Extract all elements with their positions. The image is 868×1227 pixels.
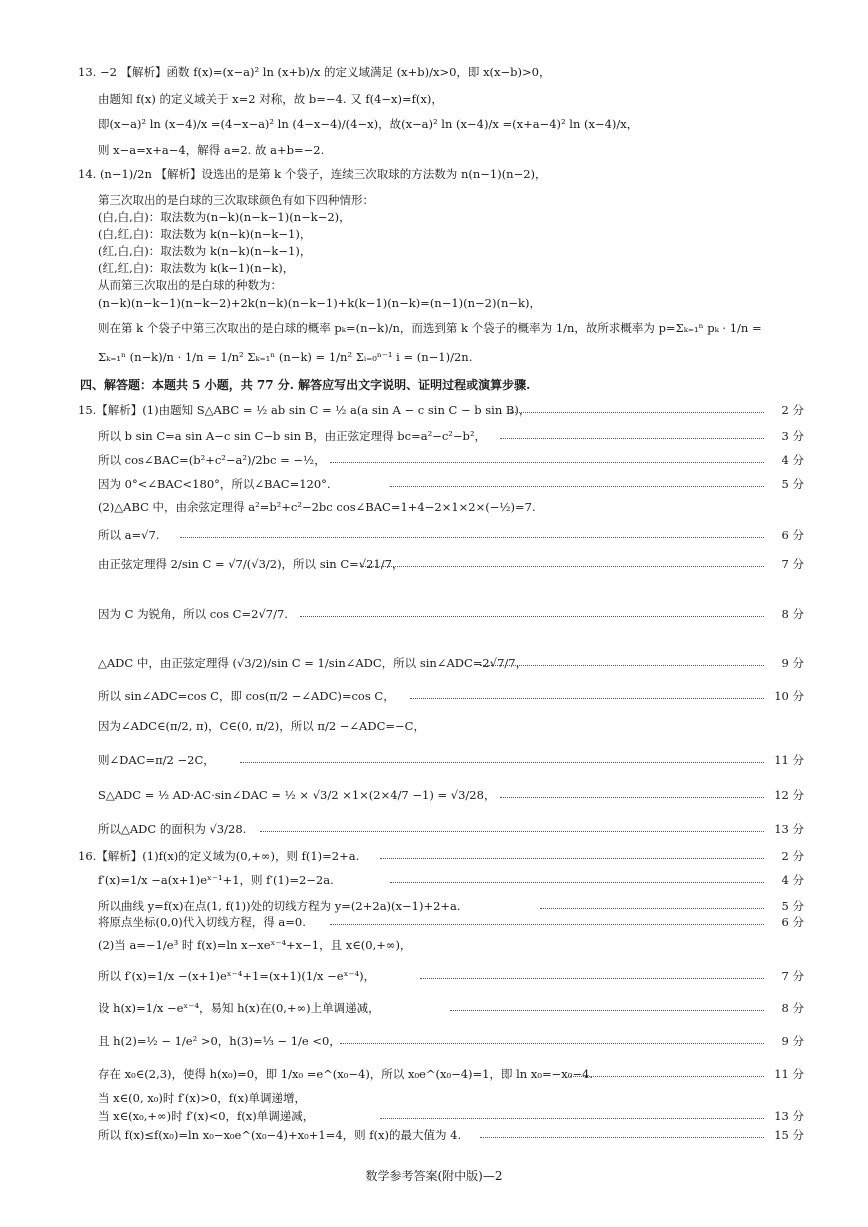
solution-line: 所以 sin∠ADC=cos C，即 cos(π/2 −∠ADC)=cos C，: [98, 689, 395, 703]
score-label: 11 分: [774, 1067, 804, 1081]
solution-line: 所以 b sin C=a sin A−c sin C−b sin B，由正弦定理得 bc=a²−c²−b²，: [98, 429, 486, 443]
solution-line: 所以 a=√7.: [98, 528, 160, 542]
solution-line: 15.【解析】(1)由题知 S△ABC = ½ ab sin C = ½ a(a sin A − c sin C − b sin B)，: [78, 403, 531, 417]
solution-line: 由正弦定理得 2/sin C = √7/(√3/2)，所以 sin C=√21/7，: [98, 557, 404, 571]
solution-line: 存在 x₀∈(2,3)，使得 h(x₀)=0，即 1/x₀ =e^(x₀−4)，所以 x₀e^(x₀−4)=1，即 ln x₀=−x₀−4.: [98, 1067, 593, 1081]
solution-line: 所以曲线 y=f(x)在点(1, f(1))处的切线方程为 y=(2+2a)(x−1)+2+a.: [98, 899, 461, 913]
score-label: 2 分: [781, 849, 804, 863]
solution-line: 所以 f′(x)=1/x −(x+1)eˣ⁻⁴+1=(x+1)(1/x −eˣ⁻⁴)，: [98, 969, 376, 983]
leader-dots: [500, 797, 764, 798]
leader-dots: [480, 1137, 764, 1138]
score-label: 5 分: [781, 899, 804, 913]
solution-line: (白,红,白)：取法数为 k(n−k)(n−k−1)，: [98, 227, 312, 241]
solution-line: 所以 cos∠BAC=(b²+c²−a²)/2bc = −½，: [98, 453, 326, 467]
leader-dots: [510, 412, 764, 413]
solution-line: f′(x)=1/x −a(x+1)eˣ⁻¹+1，则 f′(1)=2−2a.: [98, 873, 334, 887]
solution-line: 即(x−a)² ln (x−4)/x =(4−x−a)² ln (4−x−4)/(4−x)，故(x−a)² ln (x−4)/x =(x+a−4)² ln (x−4)/x，: [98, 117, 639, 131]
leader-dots: [450, 1010, 764, 1011]
leader-dots: [330, 924, 764, 925]
solution-line: 因为∠ADC∈(π/2, π)，C∈(0, π/2)，所以 π/2 −∠ADC=−C，: [98, 719, 425, 733]
leader-dots: [390, 882, 764, 883]
solution-line: (红,红,白)：取法数为 k(k−1)(n−k)，: [98, 261, 295, 275]
score-label: 13 分: [774, 822, 804, 836]
solution-line: 14. (n−1)/2n 【解析】设选出的是第 k 个袋子，连续三次取球的方法数为 n(n−1)(n−2)，: [78, 167, 547, 181]
solution-line: 所以△ADC 的面积为 √3/28.: [98, 822, 247, 836]
page-footer: 数学参考答案(附中版)—2: [365, 1169, 503, 1183]
leader-dots: [570, 1076, 764, 1077]
solution-line: 从而第三次取出的是白球的种数为：: [98, 278, 282, 292]
solution-line: 13. −2 【解析】函数 f(x)=(x−a)² ln (x+b)/x 的定义域满足 (x+b)/x>0，即 x(x−b)>0，: [78, 65, 551, 79]
solution-line: △ADC 中，由正弦定理得 (√3/2)/sin C = 1/sin∠ADC，所以 sin∠ADC=2√7/7，: [98, 656, 528, 670]
leader-dots: [300, 616, 764, 617]
score-label: 8 分: [781, 607, 804, 621]
solution-line: (n−k)(n−k−1)(n−k−2)+2k(n−k)(n−k−1)+k(k−1)(n−k)=(n−1)(n−2)(n−k)，: [98, 296, 541, 310]
solution-line: 则在第 k 个袋子中第三次取出的是白球的概率 pₖ=(n−k)/n，而选到第 k 个袋子的概率为 1/n，故所求概率为 p=Σₖ₌₁ⁿ pₖ · 1/n =: [98, 321, 762, 335]
solution-line: 由题知 f(x) 的定义域关于 x=2 对称，故 b=−4. 又 f(4−x)=f(x)，: [98, 92, 443, 106]
solution-line: 因为 0°<∠BAC<180°，所以∠BAC=120°.: [98, 477, 331, 491]
leader-dots: [480, 665, 764, 666]
solution-line: 且 h(2)=½ − 1/e² >0，h(3)=⅓ − 1/e <0，: [98, 1034, 341, 1048]
solution-line: (2)△ABC 中，由余弦定理得 a²=b²+c²−2bc cos∠BAC=1+4−2×1×2×(−½)=7.: [98, 500, 536, 514]
score-label: 2 分: [781, 403, 804, 417]
score-label: 4 分: [781, 873, 804, 887]
solution-line: 因为 C 为锐角，所以 cos C=2√7/7.: [98, 607, 288, 621]
solution-line: 16.【解析】(1)f(x)的定义域为(0,+∞)，则 f(1)=2+a.: [78, 849, 360, 863]
solution-line: 将原点坐标(0,0)代入切线方程，得 a=0.: [98, 915, 306, 929]
score-label: 9 分: [781, 1034, 804, 1048]
score-label: 5 分: [781, 477, 804, 491]
leader-dots: [180, 537, 764, 538]
solution-line: S△ADC = ½ AD·AC·sin∠DAC = ½ × √3/2 ×1×(2×4/7 −1) = √3/28，: [98, 788, 496, 802]
solution-line: 则∠DAC=π/2 −2C，: [98, 753, 215, 767]
score-label: 9 分: [781, 656, 804, 670]
leader-dots: [240, 762, 764, 763]
solution-line: (红,白,白)：取法数为 k(n−k)(n−k−1)，: [98, 244, 312, 258]
solution-line: 当 x∈(x₀,+∞)时 f′(x)<0，f(x)单调递减，: [98, 1109, 315, 1123]
score-label: 7 分: [781, 969, 804, 983]
leader-dots: [500, 438, 764, 439]
leader-dots: [330, 462, 764, 463]
leader-dots: [340, 1043, 764, 1044]
leader-dots: [540, 908, 764, 909]
solution-line: 所以 f(x)≤f(x₀)=ln x₀−x₀e^(x₀−4)+x₀+1=4，则 f(x)的最大值为 4.: [98, 1128, 462, 1142]
solution-line: 设 h(x)=1/x −eˣ⁻⁴，易知 h(x)在(0,+∞)上单调递减，: [98, 1001, 380, 1015]
solution-line: (2)当 a=−1/e³ 时 f(x)=ln x−xeˣ⁻⁴+x−1，且 x∈(0,+∞)，: [98, 938, 412, 952]
leader-dots: [390, 486, 764, 487]
solution-line: Σₖ₌₁ⁿ (n−k)/n · 1/n = 1/n² Σₖ₌₁ⁿ (n−k) = 1/n² Σᵢ₌₀ⁿ⁻¹ i = (n−1)/2n.: [98, 350, 473, 364]
solution-line: 当 x∈(0, x₀)时 f′(x)>0，f(x)单调递增，: [98, 1091, 306, 1105]
leader-dots: [410, 698, 764, 699]
solution-line: (白,白,白)：取法数为(n−k)(n−k−1)(n−k−2)，: [98, 210, 351, 224]
score-label: 6 分: [781, 915, 804, 929]
score-label: 8 分: [781, 1001, 804, 1015]
score-label: 11 分: [774, 753, 804, 767]
score-label: 13 分: [774, 1109, 804, 1123]
leader-dots: [360, 566, 764, 567]
leader-dots: [420, 978, 764, 979]
leader-dots: [380, 858, 764, 859]
solution-line: 第三次取出的是白球的三次取球颜色有如下四种情形：: [98, 193, 374, 207]
score-label: 4 分: [781, 453, 804, 467]
score-label: 3 分: [781, 429, 804, 443]
leader-dots: [380, 1118, 764, 1119]
score-label: 10 分: [774, 689, 804, 703]
solution-line: 则 x−a=x+a−4，解得 a=2. 故 a+b=−2.: [98, 143, 325, 157]
leader-dots: [260, 831, 764, 832]
score-label: 7 分: [781, 557, 804, 571]
score-label: 15 分: [774, 1128, 804, 1142]
section-header: 四、解答题：本题共 5 小题，共 77 分. 解答应写出文字说明、证明过程或演算步骤.: [80, 378, 531, 392]
score-label: 6 分: [781, 528, 804, 542]
score-label: 12 分: [774, 788, 804, 802]
